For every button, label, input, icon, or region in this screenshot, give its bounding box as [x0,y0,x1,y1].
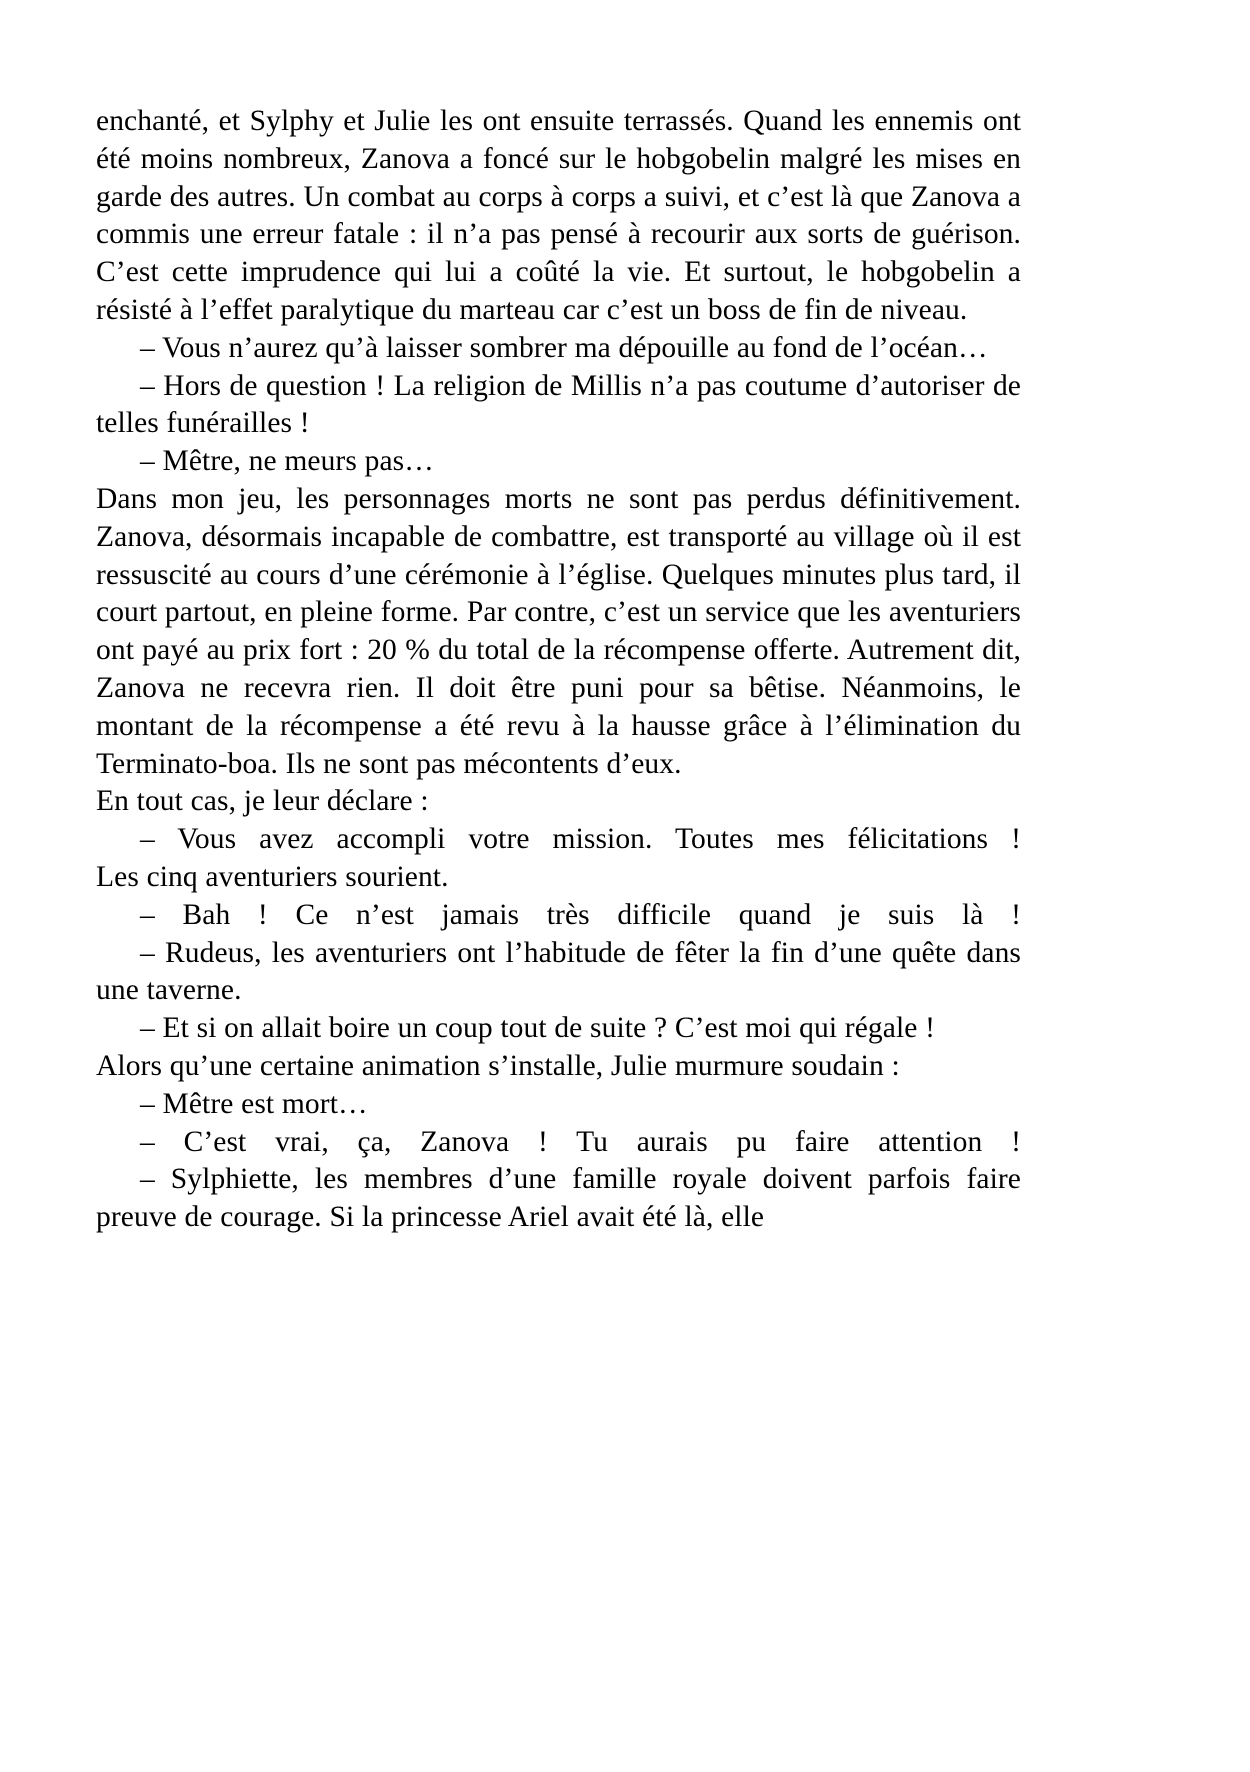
paragraph-dialogue: – Et si on allait boire un coup tout de suite ? C’est moi qui régale ! [140,1012,936,1045]
paragraph-dialogue: – Bah ! Ce n’est jamais très difficile quand je suis là ! [140,898,1021,931]
page-text-block [96,103,1021,1237]
paragraph-dialogue: – Mêtre, ne meurs pas… [140,445,434,478]
paragraph-narration-continued: enchanté, et Sylphy et Julie les ont ensuite terrassés. Quand les ennemis ont été moins nombreux, Zanova a foncé sur le hobgobelin malgré les mises en garde des autres. Un combat au corps à corps a suivi, et c’est là que Zanova a commis une erreur fatale : il n’a pas pensé à recourir aux sorts de guérison. C’est cette imprudence qui lui a coûté la vie. Et surtout, le hobgobelin a résisté à l’effet paralytique du marteau car c’est un boss de fin de niveau. [96,105,1021,326]
paragraph-narration: Dans mon jeu, les personnages morts ne sont pas perdus définitivement. Zanova, désormais incapable de combattre, est transporté au village où il est ressuscité au cours d’une cérémonie à l’église. Quelques minutes plus tard, il court partout, en pleine forme. Par contre, c’est un service que les aventuriers ont payé au prix fort : 20 % du total de la récompense offerte. Autrement dit, Zanova ne recevra rien. Il doit être puni pour sa bêtise. Néanmoins, le montant de la récompense a été revu à la hausse grâce à l’élimination du Terminato-boa. Ils ne sont pas mécontents d’eux. [96,482,1021,780]
paragraph-dialogue: – Mêtre est mort… [140,1087,368,1120]
paragraph-dialogue: – Vous n’aurez qu’à laisser sombrer ma dépouille au fond de l’océan… [140,331,988,364]
paragraph-dialogue: – Rudeus, les aventuriers ont l’habitude de fêter la fin d’une quête dans une taverne. [96,936,1021,1007]
paragraph-dialogue: – Hors de question ! La religion de Millis n’a pas coutume d’autoriser de telles funérailles ! [96,369,1021,440]
paragraph-dialogue: – C’est vrai, ça, Zanova ! Tu aurais pu faire attention ! [140,1125,1021,1158]
paragraph-narration: Alors qu’une certaine animation s’installe, Julie murmure soudain : [96,1049,900,1082]
paragraph-narration: En tout cas, je leur déclare : [96,785,429,818]
paragraph-dialogue: – Sylphiette, les membres d’une famille royale doivent parfois faire preuve de courage. Si la princesse Ariel avait été là, elle [96,1163,1021,1234]
paragraph-dialogue: – Vous avez accompli votre mission. Toutes mes félicitations ! [140,823,1021,856]
paragraph-narration: Les cinq aventuriers sourient. [96,860,449,893]
